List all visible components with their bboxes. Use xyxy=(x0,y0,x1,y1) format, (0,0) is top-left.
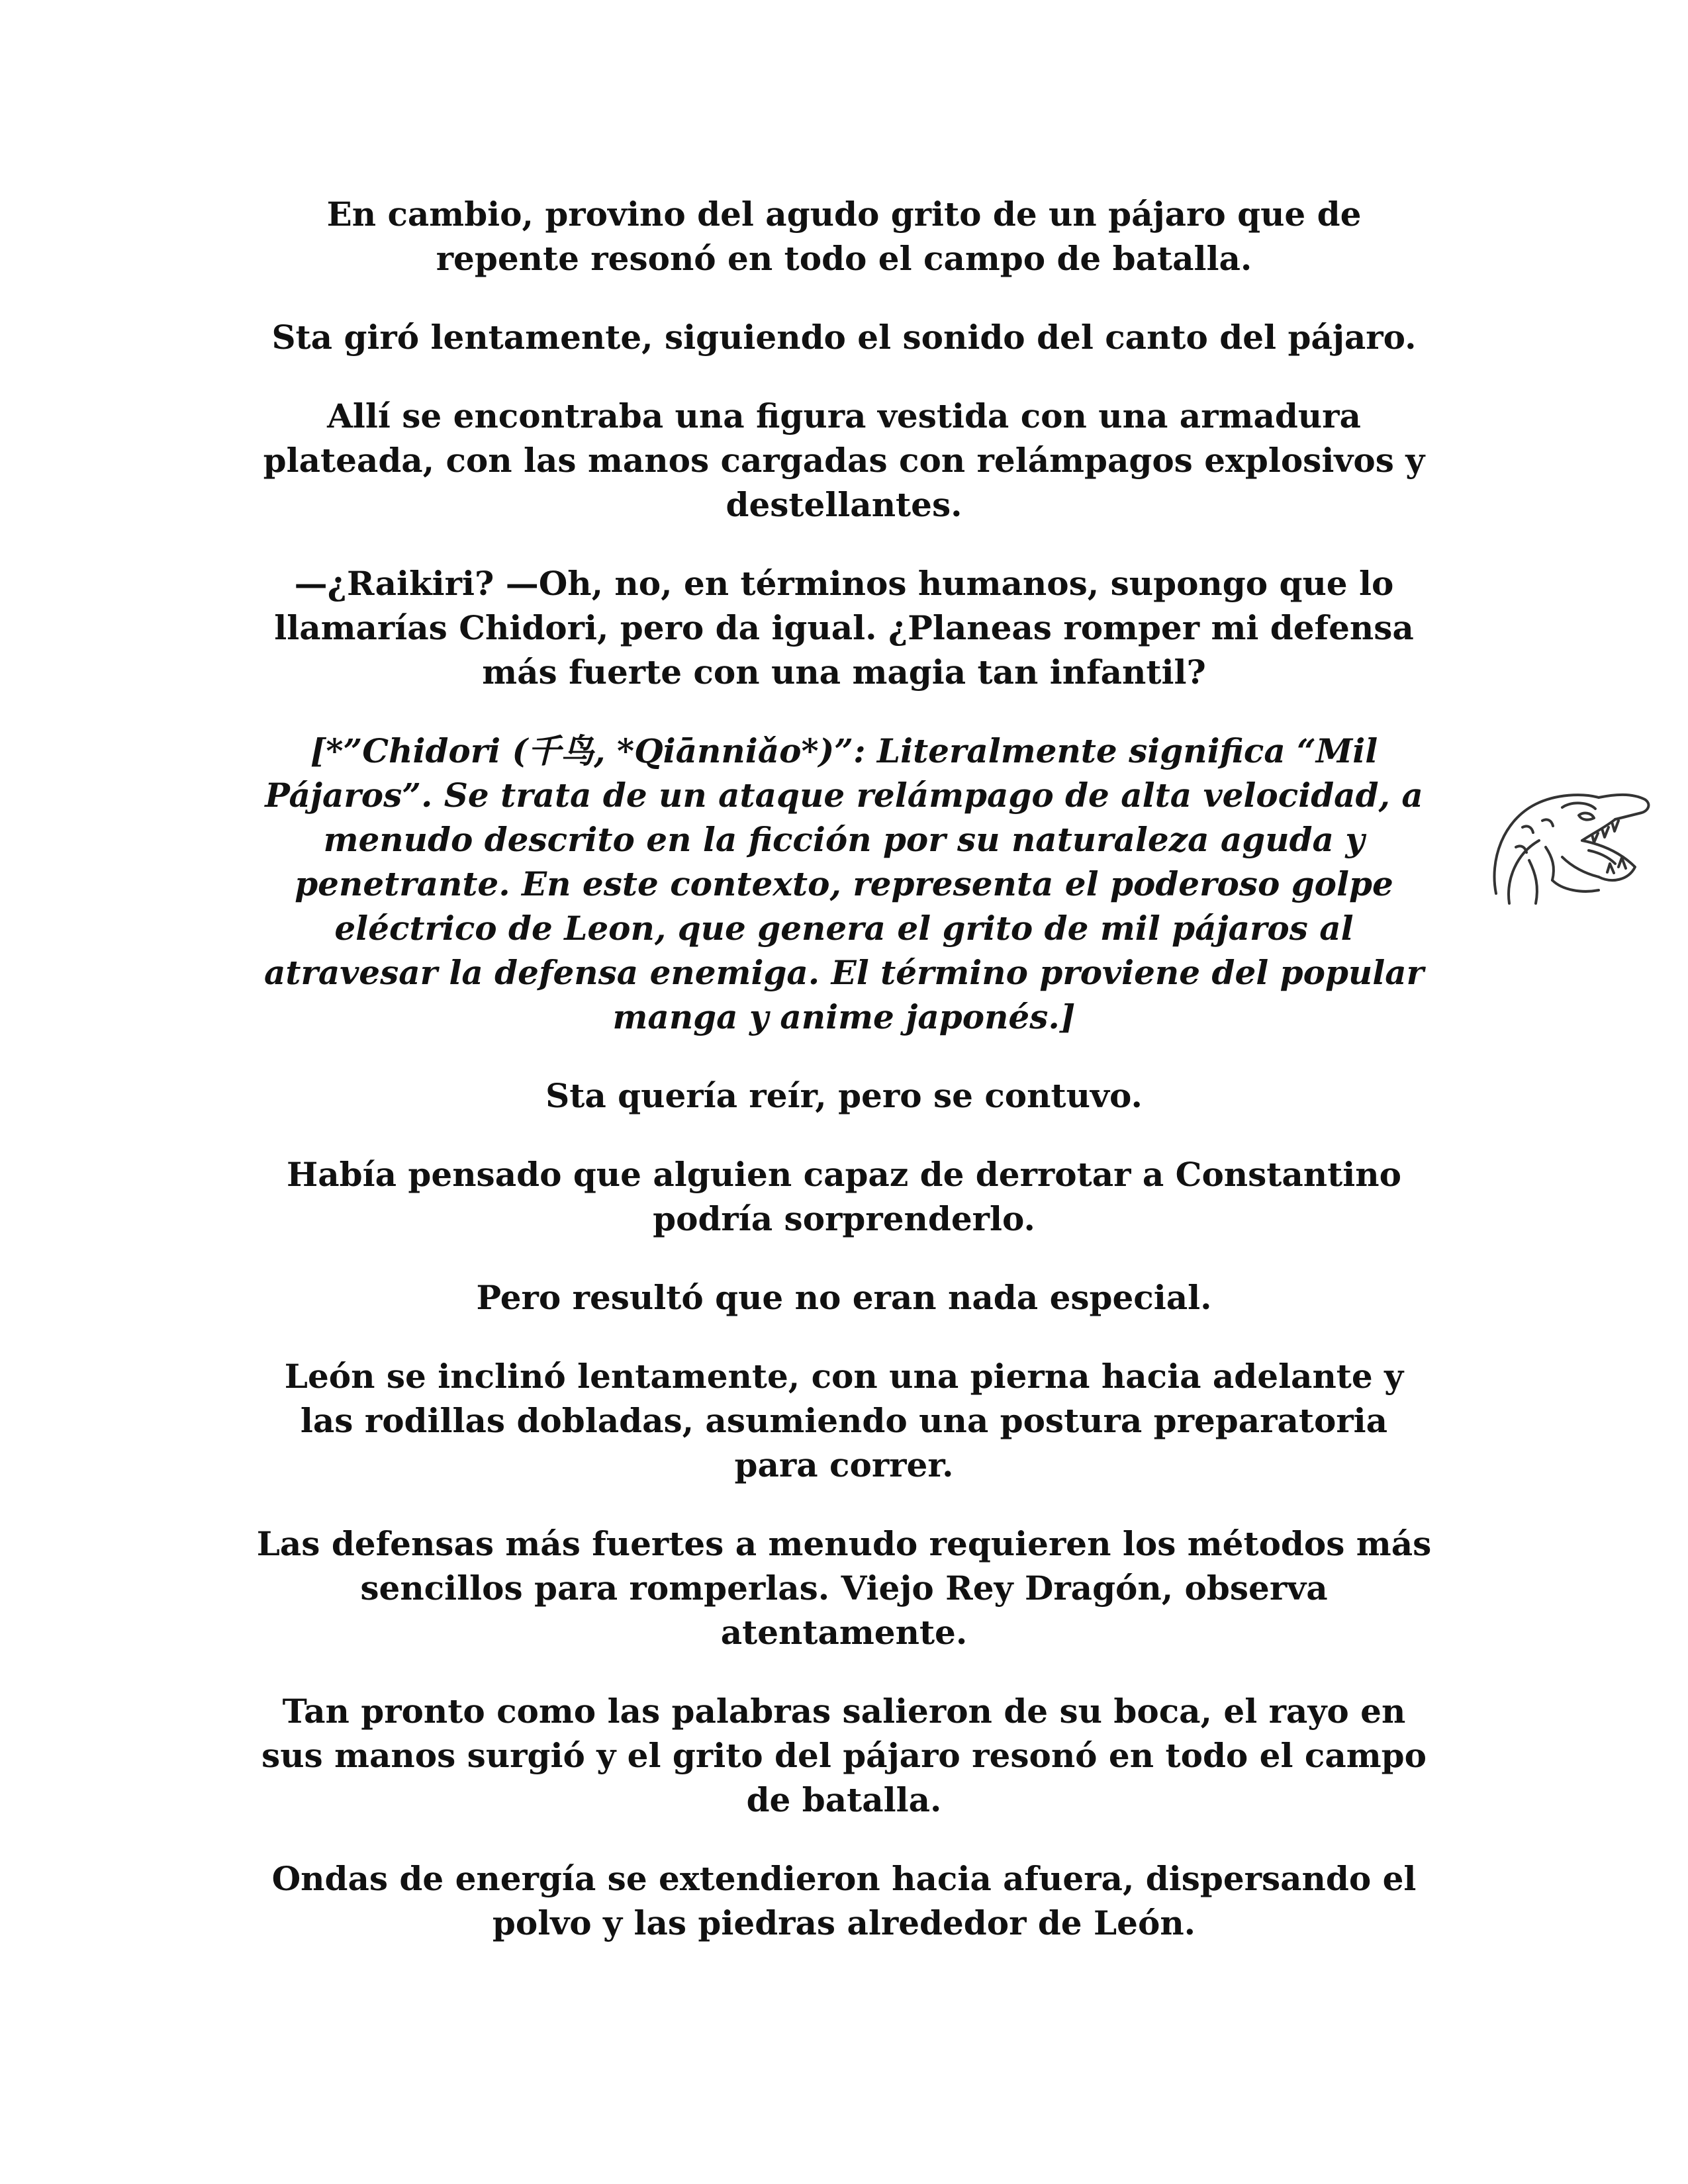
paragraph-11: Ondas de energía se extendieron hacia afuera, dispersando el polvo y las piedras alrededor de León. xyxy=(271,1859,1417,1942)
paragraph-6: Había pensado que alguien capaz de derrotar a Constantino podría sorprenderlo. xyxy=(287,1155,1401,1238)
paragraph-3: Allí se encontraba una figura vestida con una armadura plateada, con las manos cargadas con relámpagos explosivos y destellantes. xyxy=(263,396,1425,524)
paragraph-4: —¿Raikiri? —Oh, no, en términos humanos, supongo que lo llamarías Chidori, pero da igual. ¿Planeas romper mi defensa más fuerte con una magia tan infantil? xyxy=(274,564,1414,692)
paragraph-1: En cambio, provino del agudo grito de un pájaro que de repente resonó en todo el campo de batalla. xyxy=(326,195,1362,278)
page-body xyxy=(218,192,1470,1979)
dragon-head-icon xyxy=(1483,768,1662,927)
translator-note: [*”Chidori (千鸟, *Qiānniǎo*)”: Literalmente significa “Mil Pájaros”. Se trata de un ataque relámpago de alta velocidad, a menudo descrito en la ficción por su naturaleza aguda y penetrante. En este contexto, representa el poderoso golpe eléctrico de Leon, que genera el grito de mil pájaros al atravesar la defensa enemiga. El término proviene del popular manga y anime japonés.] xyxy=(263,731,1425,1036)
paragraph-5: Sta quería reír, pero se contuvo. xyxy=(545,1076,1143,1115)
paragraph-8: León se inclinó lentamente, con una pierna hacia adelante y las rodillas dobladas, asumiendo una postura preparatoria para correr. xyxy=(284,1357,1404,1484)
paragraph-10: Tan pronto como las palabras salieron de su boca, el rayo en sus manos surgió y el grito del pájaro resonó en todo el campo de batalla. xyxy=(261,1692,1427,1819)
paragraph-2: Sta giró lentamente, siguiendo el sonido del canto del pájaro. xyxy=(271,318,1417,357)
paragraph-7: Pero resultó que no eran nada especial. xyxy=(476,1278,1212,1317)
paragraph-9: Las defensas más fuertes a menudo requieren los métodos más sencillos para romperlas. Viejo Rey Dragón, observa atentamente. xyxy=(256,1524,1432,1652)
